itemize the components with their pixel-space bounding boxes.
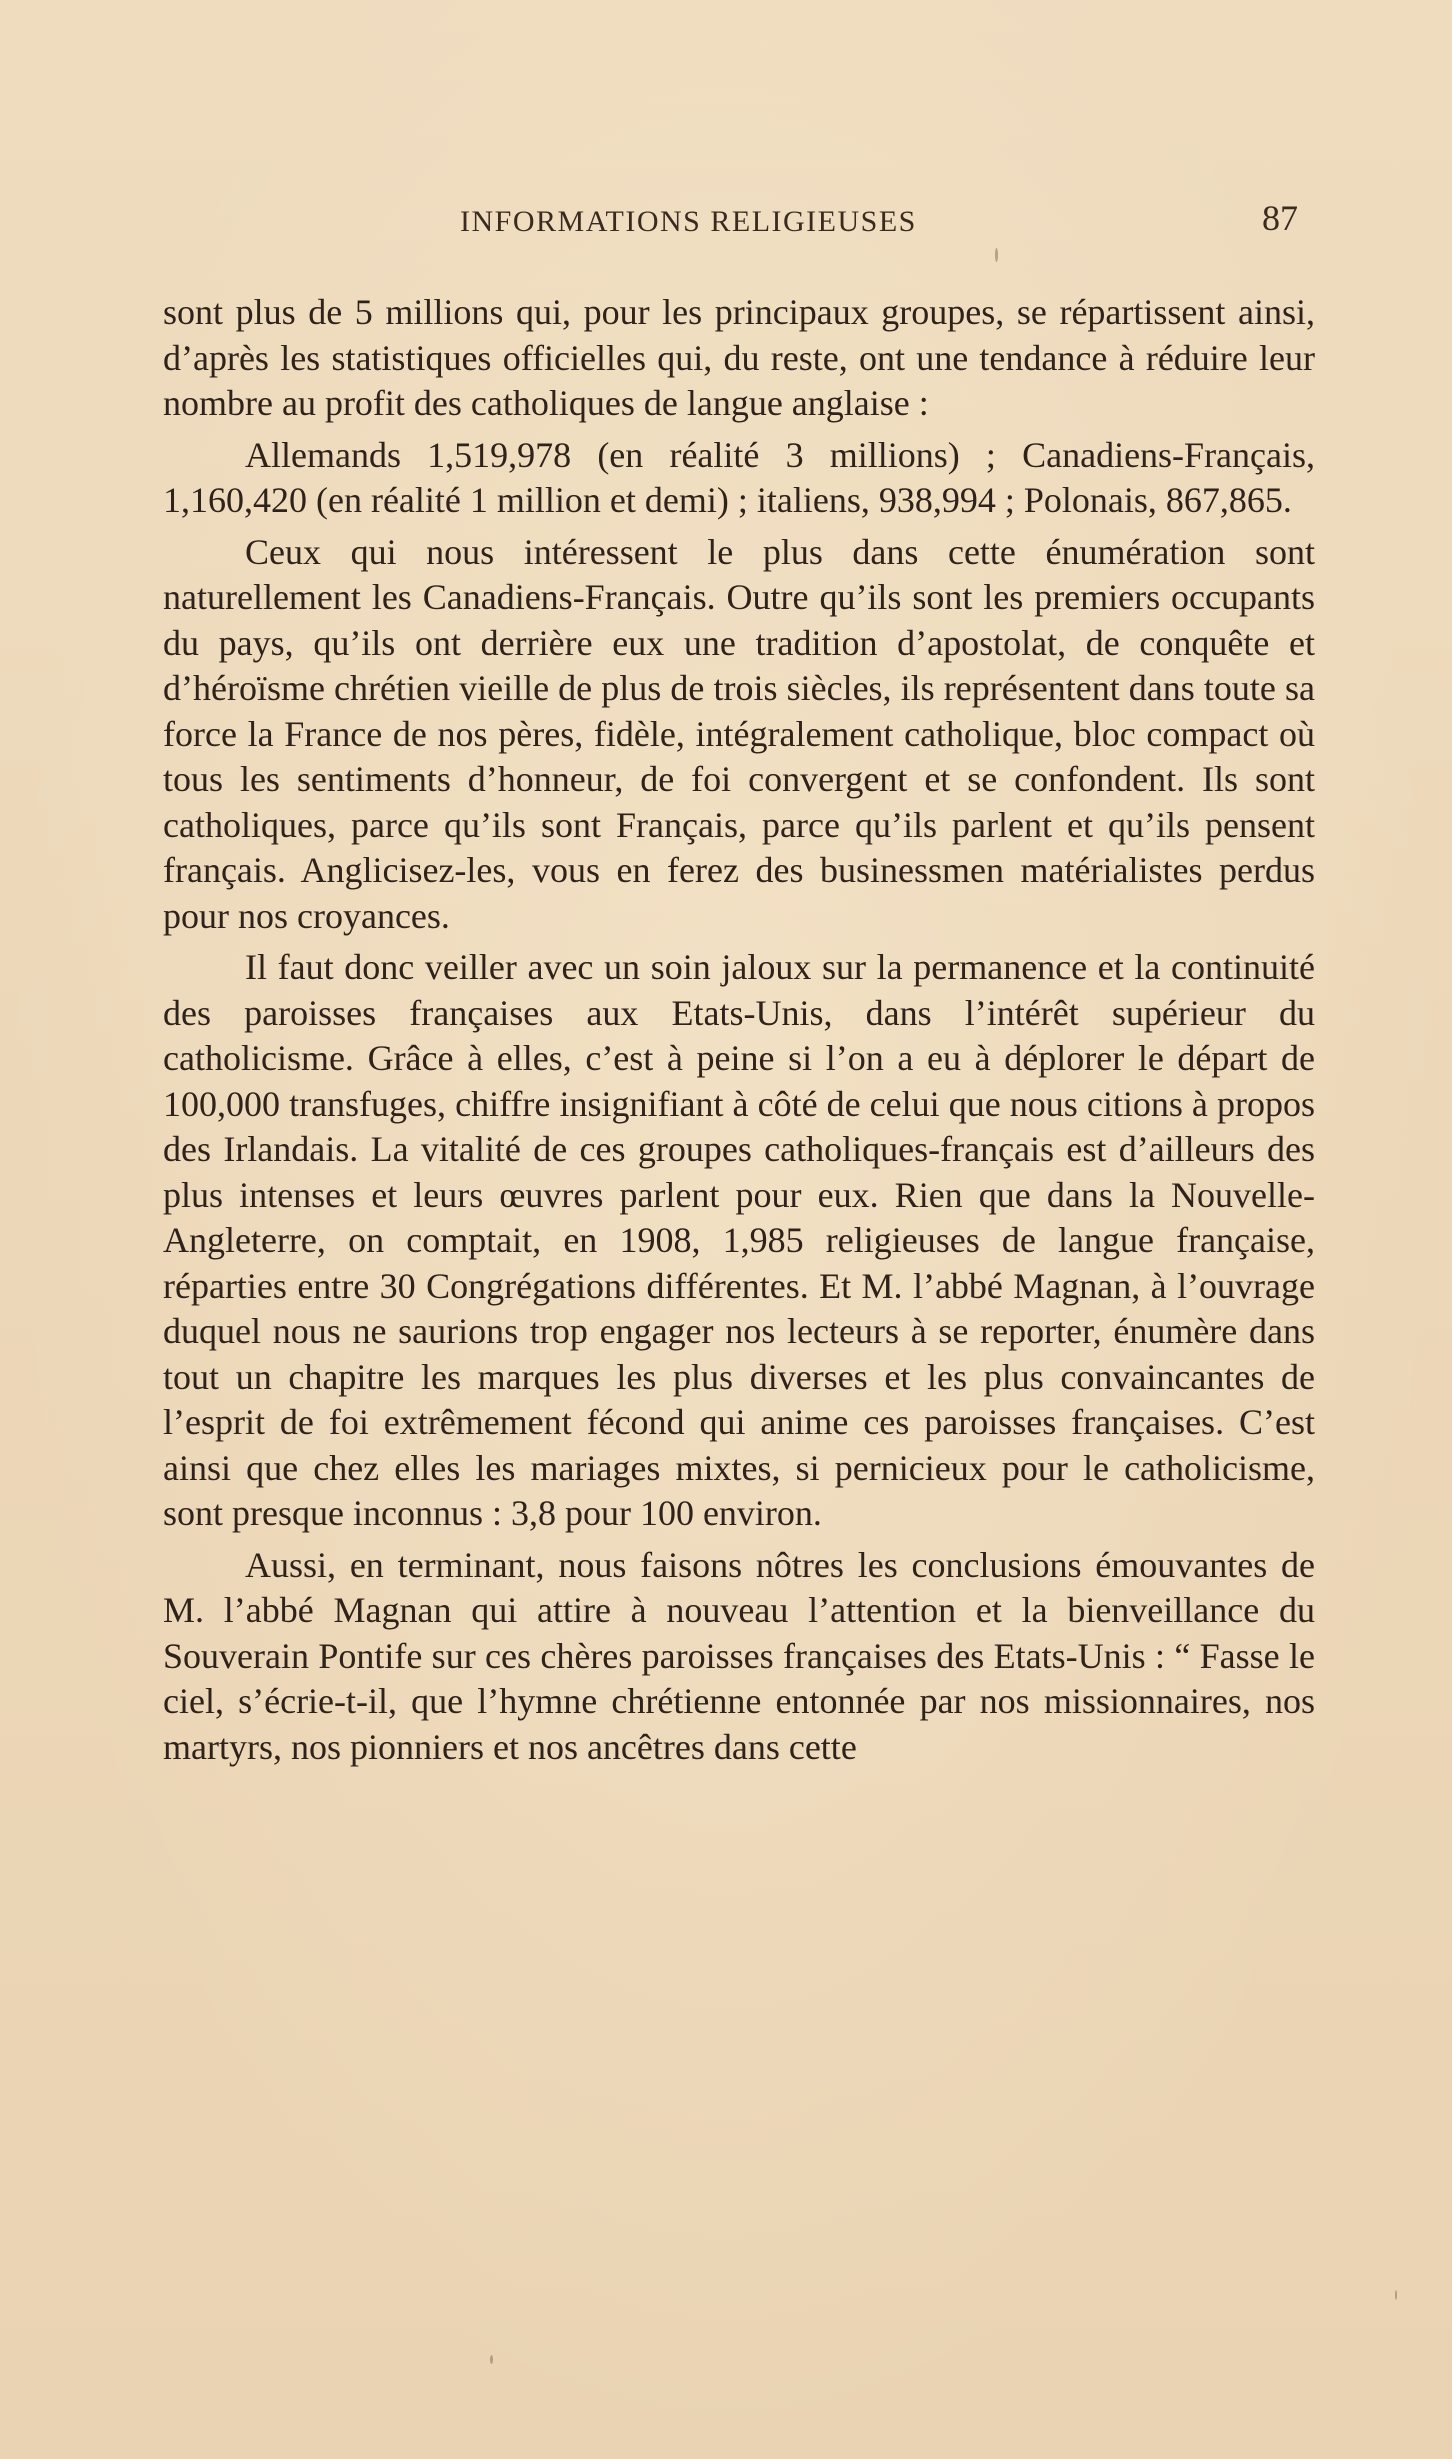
paper-speck	[995, 248, 998, 262]
paragraph-1: sont plus de 5 millions qui, pour les principaux groupes, se répartissent ainsi, d’après les statistiques officielles qui, du reste, ont une tendance à réduire leur nombre au profit des catholiques de langue anglaise :	[163, 292, 1315, 423]
paper-speck	[1395, 2290, 1397, 2300]
paragraph-5: Aussi, en terminant, nous faisons nôtres les conclusions émouvantes de M. l’abbé Magnan qui attire à nouveau l’attention et la bienveillance du Souverain Pontife sur ces chères paroisses françaises des Etats-Unis : “ Fasse le ciel, s’écrie-t-il, que l’hymne chrétienne entonnée par nos missionnaires, nos martyrs, nos pionniers et nos ancêtres dans cette	[163, 1544, 1315, 1767]
running-title: INFORMATIONS RELIGIEUSES	[460, 205, 917, 238]
page-header	[160, 198, 1304, 245]
body-text	[163, 290, 1315, 1776]
paragraph-2: Allemands 1,519,978 (en réalité 3 millions) ; Canadiens-Français, 1,160,420 (en réalité 1 million et demi) ; italiens, 938,994 ; Polonais, 867,865.	[163, 434, 1315, 520]
paragraph-4: Il faut donc veiller avec un soin jaloux sur la permanence et la continuité des paroisses françaises aux Etats-Unis, dans l’intérêt supérieur du catholicisme. Grâce à elles, c’est à peine si l’on a eu à déplorer le départ de 100,000 transfuges, chiffre insignifiant à côté de celui que nous citions à propos des Irlandais. La vitalité de ces groupes catholiques-français est d’ailleurs des plus intenses et leurs œuvres parlent pour eux. Rien que dans la Nouvelle-Angleterre, on comptait, en 1908, 1,985 religieuses de langue française, réparties entre 30 Congrégations différentes. Et M. l’abbé Magnan, à l’ouvrage duquel nous ne saurions trop engager nos lecteurs à se reporter, énumère dans tout un chapitre les marques les plus diverses et les plus convaincantes de l’esprit de foi extrêmement fécond qui anime ces paroisses françaises. C’est ainsi que chez elles les mariages mixtes, si pernicieux pour le catholicisme, sont presque inconnus : 3,8 pour 100 environ.	[163, 947, 1315, 1533]
paragraph-3: Ceux qui nous intéressent le plus dans cette énumération sont naturellement les Canadiens-Français. Outre qu’ils sont les premiers occupants du pays, qu’ils ont derrière eux une tradition d’apostolat, de conquête et d’héroïsme chrétien vieille de plus de trois siècles, ils représentent dans toute sa force la France de nos pères, fidèle, intégralement catholique, bloc compact où tous les sentiments d’honneur, de foi convergent et se confondent. Ils sont catholiques, parce qu’ils sont Français, parce qu’ils parlent et qu’ils pensent français. Anglicisez-les, vous en ferez des businessmen matérialistes perdus pour nos croyances.	[163, 531, 1315, 936]
paper-speck	[490, 2355, 493, 2364]
page-number: 87	[1262, 198, 1298, 238]
